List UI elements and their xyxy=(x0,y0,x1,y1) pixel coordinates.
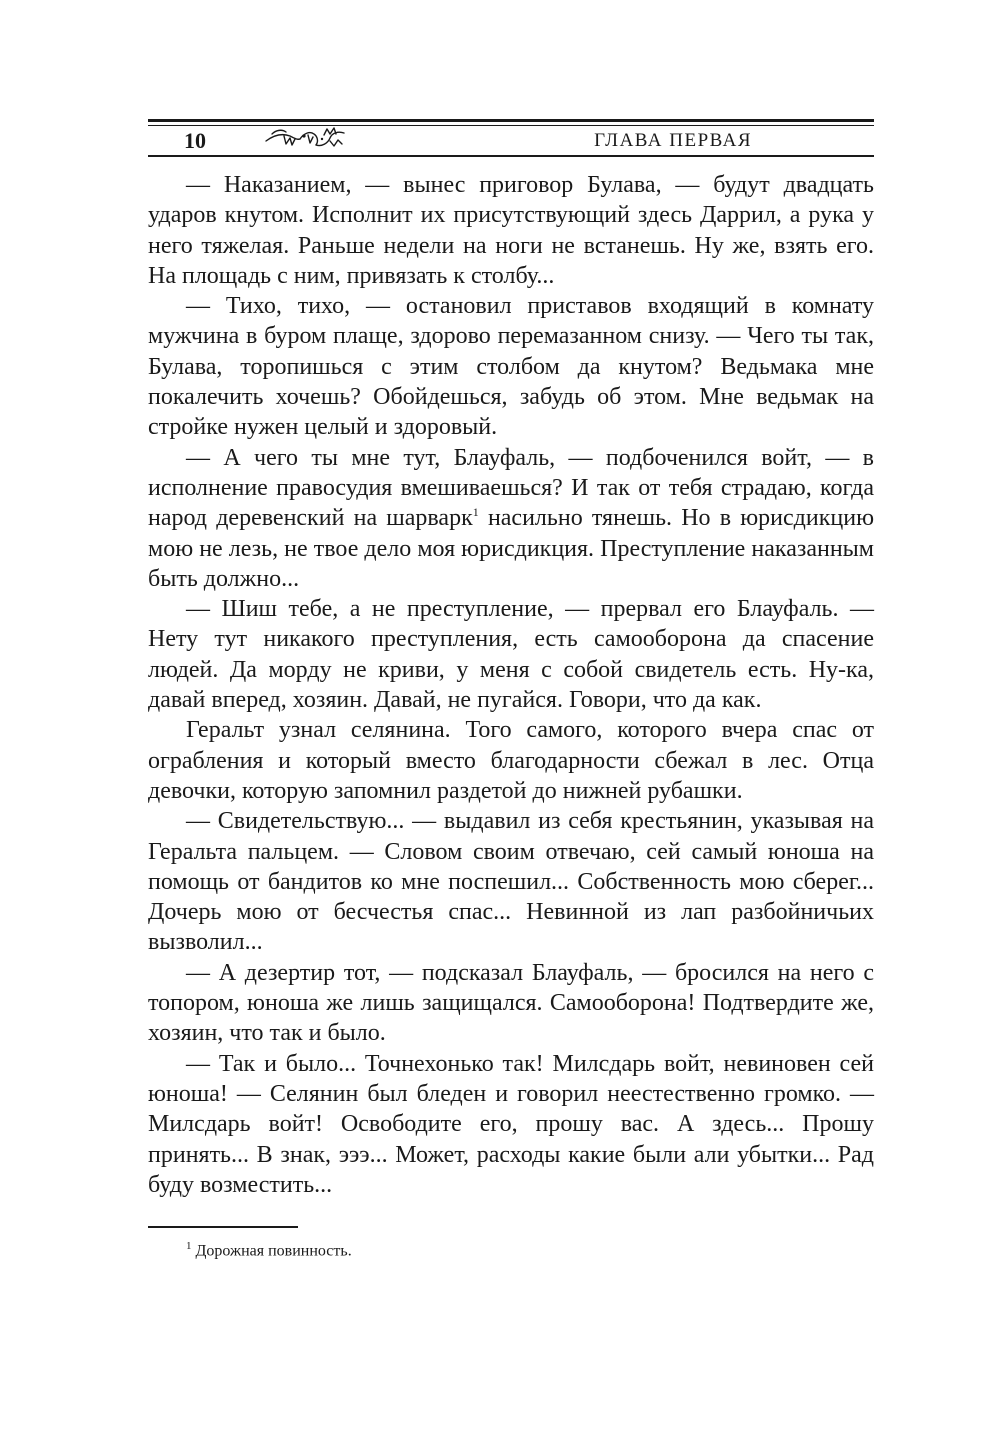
paragraph-text: насильно тянешь. Но в юрисдикцию мою не лезь, не твое дело моя юрисдикция. Преступление наказанным быть должно... xyxy=(148,505,874,592)
paragraph: — Так и было... Точнехонько так! Милсдарь войт, невиновен сей юноша! — Селянин был бледен и говорил неестественно громко. — Милсдарь войт! Освободите его, прошу вас. А здесь... Прошу принять... В знак, эээ... Может, расходы какие были али убытки... Рад буду возместить... xyxy=(148,1050,874,1198)
body-text xyxy=(148,170,874,1200)
footnote-reference: 1 xyxy=(472,505,479,520)
paragraph-text: — А чего ты мне тут, Блауфаль, — подбоченился войт, — в исполнение правосудия вмешиваешься? И так от тебя страдаю, когда народ деревенский на шарварк xyxy=(148,444,874,532)
chapter-title: ГЛАВА ПЕРВАЯ xyxy=(594,130,752,151)
page-number: 10 xyxy=(184,128,206,153)
header-rule-thin xyxy=(148,125,874,126)
paragraph: — Наказанием, — вынес приговор Булава, — будут двадцать ударов кнутом. Исполнит их присутствующий здесь Даррил, а рука у него тяжелая. Раньше недели на ноги не встанешь. Ну же, взять его. На площадь с ним, привязать к столбу... xyxy=(148,172,874,289)
footnote-text: Дорожная повинность. xyxy=(191,1242,352,1260)
header-rule-bottom xyxy=(148,155,874,157)
footnote xyxy=(186,1235,352,1262)
paragraph: Геральт узнал селянина. Того самого, которого вчера спас от ограбления и который вместо благодарности сбежал в лес. Отца девочки, которую запомнил раздетой до нижней рубашки. xyxy=(148,717,874,804)
footnote-separator xyxy=(148,1226,298,1228)
paragraph: — Тихо, тихо, — остановил приставов входящий в комнату мужчина в буром плаще, здорово перемазанном снизу. — Чего ты так, Булава, торопишься с этим столбом да кнутом? Ведьмака мне покалечить хочешь? Обойдешься, забудь об этом. Мне ведьмак на стройке нужен целый и здоровый. xyxy=(148,293,874,441)
header-rule-thick xyxy=(148,119,874,122)
footnote-mark: 1 xyxy=(186,1240,192,1252)
ornament-icon xyxy=(264,125,346,151)
paragraph: — А дезертир тот, — подсказал Блауфаль, — бросился на него с топором, юноша же лишь защищался. Самооборона! Подтвердите же, хозяин, что так и было. xyxy=(148,959,874,1047)
paragraph: — Свидетельствую... — выдавил из себя крестьянин, указывая на Геральта пальцем. — Словом своим отвечаю, сей самый юноша на помощь от бандитов ко мне поспешил... Собственность мою сберег... Дочерь мою от бесчестья спас... Невинной из лап разбойничьих вызволил... xyxy=(148,808,874,956)
paragraph: — Шиш тебе, а не преступление, — прервал его Блауфаль. — Нету тут никакого преступления, есть самооборона да спасение людей. Да морду не криви, у меня с собой свидетель есть. Ну-ка, давай вперед, хозяин. Давай, не пугайся. Говори, что да как. xyxy=(148,596,874,714)
paragraph xyxy=(148,443,874,594)
running-header xyxy=(148,119,874,159)
